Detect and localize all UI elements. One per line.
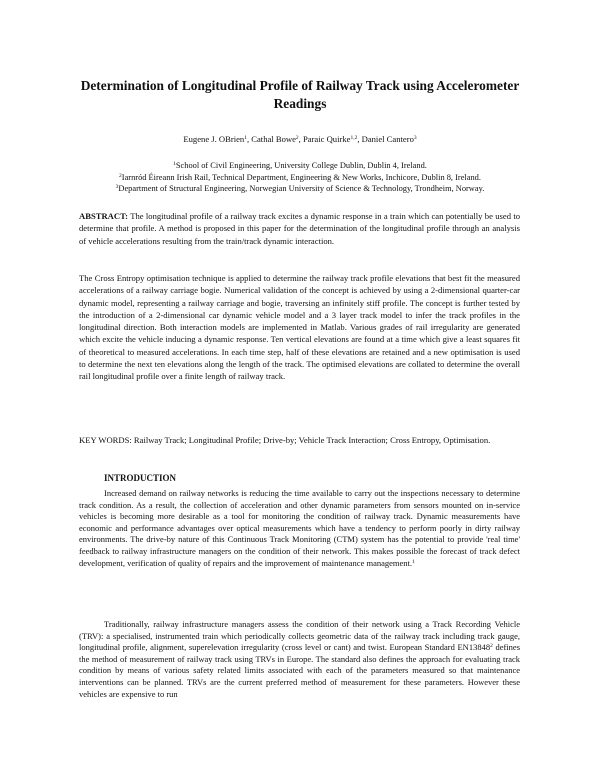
author-separator: , (298, 134, 303, 144)
reference-marker: 1 (412, 558, 415, 565)
abstract-label: ABSTRACT: (79, 211, 129, 221)
affiliation: $^2$Iarnród Éireann Irish Rail, Technical Department, Engineering & New Works, Inchicore, Dublin 8, Ireland. (119, 172, 481, 182)
author: Eugene J. OBrien$^1$ (183, 134, 247, 144)
affiliations (60, 160, 540, 195)
author-separator: , (357, 134, 362, 144)
intro-paragraph-1: Increased demand on railway networks is reducing the time available to carry out the inspections necessary to determine track condition. As a result, the collection of acceleration and other dynamic parameters from sensors mounted on in-service vehicles is becoming more desirable as a tool for monitoring the condition of railway track. Dynamic measurements have economic and performance advantages over optical measurements which have a tendency to perform poorly in dirty railway environments. The drive-by nature of this Continuous Track Monitoring (CTM) system has the potential to provide 'real time' feedback to railway infrastructure managers on the condition of their network. This makes possible the forecast of track defect development, verification of quality of repairs and the improvement of maintenance management.$^1$ (79, 488, 520, 568)
section-heading-introduction: INTRODUCTION (104, 473, 177, 483)
author: Daniel Cantero$^3$ (361, 134, 417, 144)
affiliation: $^1$School of Civil Engineering, University College Dublin, Dublin 4, Ireland. (173, 161, 427, 170)
author-list (80, 133, 520, 145)
abstract-paragraph-2: The Cross Entropy optimisation technique is applied to determine the railway track profile elevations that best fit the measured accelerations of a railway carriage bogie. Numerical validation of the concept is achieved by using a 2-dimensional quarter-car dynamic model, representing a railway carriage and bogie, traversing an infinitely stiff profile. The concept is further tested by the introduction of a 2-dimensional car dynamic vehicle model and a 3 layer track model to infer the track profiles in the longitudinal direction. Both interaction models are implemented in Matlab. Various grades of rail irregularity are generated which excite the vehicle inducing a dynamic response. Ten vertical elevations are found at a time which give a least squares fit of theoretical to measured accelerations. In each time step, half of these elevations are retained and a new optimisation is used to determine the next ten elevations along the length of the track. The optimised elevations are collated to determine the overall rail longitudinal profile over a finite length of railway track. (79, 273, 520, 382)
keywords: KEY WORDS: Railway Track; Longitudinal Profile; Drive-by; Vehicle Track Interaction; Cross Entropy, Optimisation. (79, 435, 491, 445)
author: Paraic Quirke$^{1,2}$ (302, 134, 358, 144)
intro-paragraph-2: Traditionally, railway infrastructure managers assess the condition of their network using a Track Recording Vehicle (TRV): a specialised, instrumented train which periodically collects geometric data of the railway track including track gauge, longitudinal profile, alignment, superelevation irregularity (cross level or cant) and twist. European Standard EN13848$^2$ defines the method of measurement of railway track using TRVs in Europe. The standard also defines the approach for evaluating track condition by means of various safety related limits associated with each of the parameters measured so that maintenance interventions can be planned. TRVs are the current preferred method of measurement for these parameters. However these vehicles are expensive to run (79, 619, 520, 699)
abstract-text: The longitudinal profile of a railway track excites a dynamic response in a train which can potentially be used to determine that profile. A method is proposed in this paper for the determination of the longitudinal profile through an analysis of vehicle accelerations resulting from the train/track dynamic interaction. (79, 211, 520, 246)
paper-title: Determination of Longitudinal Profile of Railway Track using Accelerometer Readings (80, 78, 520, 111)
author: Cathal Bowe$^2$ (251, 134, 299, 144)
affiliation: $^3$Department of Structural Engineering, Norwegian University of Science & Technology, Trondheim, Norway. (115, 184, 485, 193)
author-separator: , (246, 134, 252, 144)
abstract (79, 210, 520, 247)
reference-marker: 2 (490, 643, 493, 650)
